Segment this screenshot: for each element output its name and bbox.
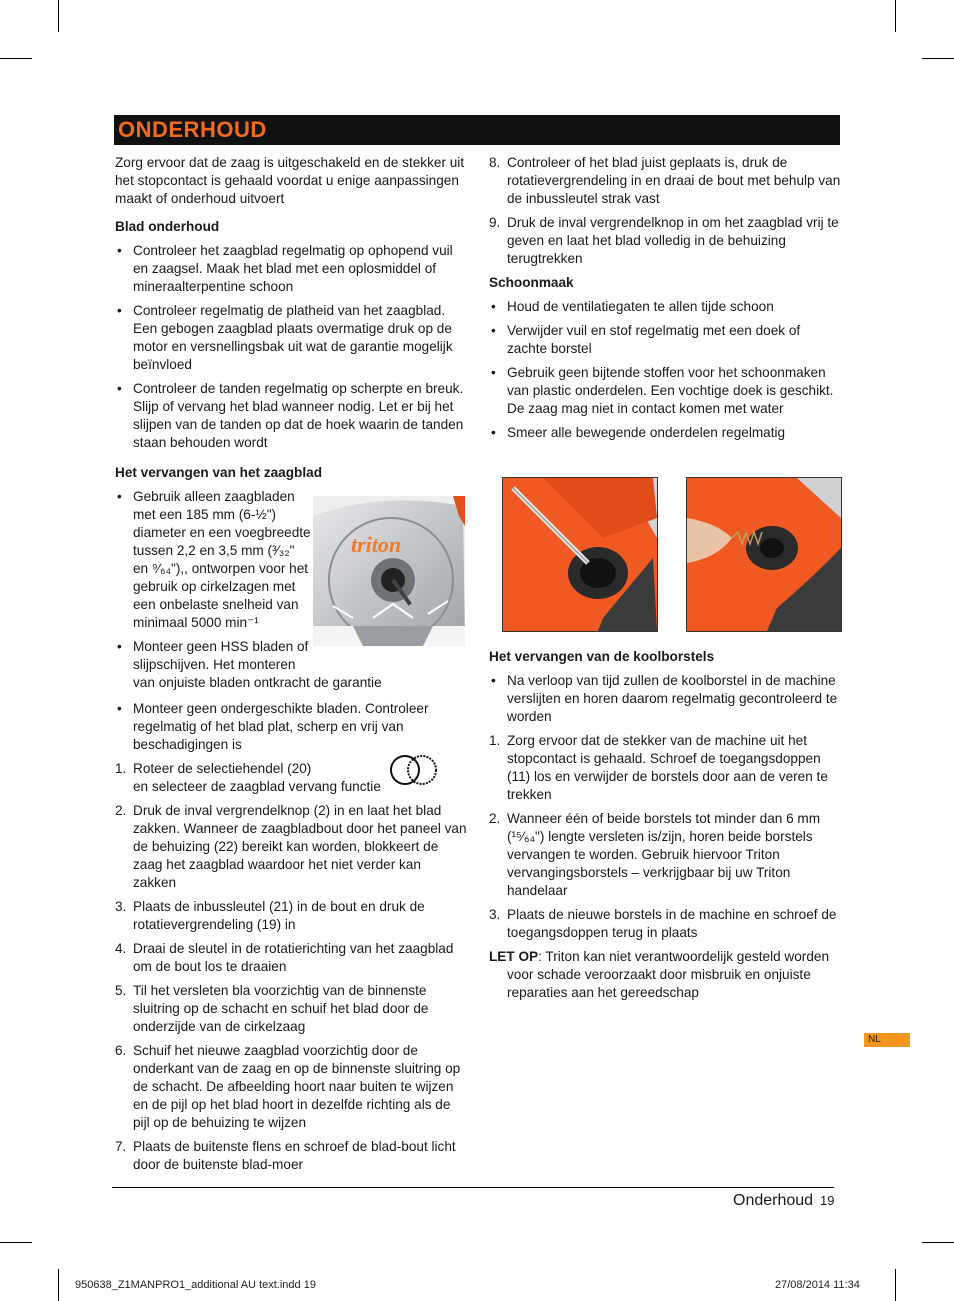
section-header-bar (114, 115, 840, 145)
blade-maint-heading: Blad onderhoud (115, 219, 220, 234)
list-item: • Gebruik geen bijtende stoffen voor het schoonmaken van plastic onderdelen. Een vochtige doek is geschikt. De zaag mag niet in contact komen met water (489, 364, 841, 418)
list-item: • Smeer alle bewegende onderdelen regelmatig (489, 424, 841, 442)
replace-blade-heading: Het vervangen van het zaagblad (115, 465, 322, 480)
step-number: 2. (489, 811, 501, 826)
step-item (489, 154, 841, 208)
step-text: Plaats de inbussleutel (21) in de bout en druk de rotatievergrendeling (19) in (133, 899, 425, 932)
step-number: 8. (489, 155, 501, 170)
list-item: • Na verloop van tijd zullen de koolborstel in de machine verslijten en horen daarom regelmatig gecontroleerd te worden (489, 672, 841, 726)
list-item: • Controleer het zaagblad regelmatig op ophopend vuil en zaagsel. Maak het blad met een oplosmiddel of mineraalterpentine schoon (115, 242, 467, 296)
cleaning-heading: Schoonmaak (489, 275, 574, 290)
step-number: 7. (115, 1139, 127, 1154)
right-column-bottom (489, 648, 841, 1002)
list-item: • Controleer regelmatig de platheid van het zaagblad. Een gebogen zaagblad plaats overmatige druk op de motor en versnellingsbak uit wat de garantie mogelijk beïnvloed (115, 302, 467, 374)
step-item (489, 732, 841, 804)
list-item: • Houd de ventilatiegaten te allen tijde schoon (489, 298, 841, 316)
step-text: Druk de inval vergrendelknop in om het zaagblad vrij te geven en laat het blad volledig in de behuizing terugtrekken (507, 215, 839, 266)
brush-cap-photo (502, 477, 658, 632)
step-item (489, 906, 841, 942)
steps-list (489, 732, 841, 942)
brush-removal-photo (686, 477, 842, 632)
step-text: Plaats de buitenste flens en schroef de blad-bout licht door de buitenste blad-moer (133, 1139, 456, 1172)
step-item (115, 1042, 467, 1132)
saw-blade-photo (313, 496, 465, 646)
step-number: 3. (115, 899, 127, 914)
crop-mark (895, 1269, 896, 1301)
step-number: 6. (115, 1043, 127, 1058)
step-text: Plaats de nieuwe borstels in de machine en schroef de toegangsdoppen terug in plaats (507, 907, 837, 940)
list-item: • Controleer de tanden regelmatig op scherpte en breuk. Slijp of vervang het blad wanneer nodig. Let er bij het slijpen van de tanden op dat de hoek waarin de tanden staan behouden wordt (115, 380, 467, 452)
list-item: • Gebruik alleen zaagbladen met een 185 mm (6-½") diameter en een voegbreedte tussen 2,2 en 3,5 mm (³⁄₃₂" en ⁹⁄₆₄"),, ontworpen voor het gebruik op cirkelzagen met een onbelaste snelheid van minimaal 5000 min⁻¹ (115, 488, 467, 632)
language-tab: NL (864, 1033, 910, 1047)
step-item: 1. Roteer de selectiehendel (20) en selecteer de zaagblad vervang functie (115, 761, 381, 794)
page-title: ONDERHOUD (118, 117, 267, 142)
step-text: Controleer of het blad juist geplaats is, druk de rotatievergrendeling in en draai de bout met behulp van de inbussleutel strak vast (507, 155, 841, 206)
page-number: 19 (820, 1193, 835, 1208)
step-text: Zorg ervoor dat de stekker van de machine uit het stopcontact is gehaald. Schroef de toegangsdoppen (11) los en verwijder de borstels door aan de veren te trekken (507, 733, 828, 802)
step-number: 3. (489, 907, 501, 922)
step-number: 4. (115, 941, 127, 956)
steps-list (489, 154, 841, 268)
crop-mark (0, 58, 32, 59)
cleaning-list (489, 298, 841, 442)
step-number: 9. (489, 215, 501, 230)
step-number: 5. (115, 983, 127, 998)
crop-mark (58, 1269, 59, 1301)
slug-date: 27/08/2014 11:34 (775, 1279, 860, 1291)
steps-list (115, 802, 467, 1174)
list-item: • Monteer geen HSS bladen of slijpschijven. Het monteren van onjuiste bladen ontkracht de garantie (115, 638, 467, 692)
intro-text: Zorg ervoor dat de zaag is uitgeschakeld en de stekker uit het stopcontact is gehaald voordat u enige aanpassingen maakt of onderhoud uitvoert (115, 155, 465, 206)
footer-rule (112, 1187, 834, 1188)
step-text: Schuif het nieuwe zaagblad voorzichtig door de onderkant van de zaag en op de binnenste sluitring op de schacht. De afbeelding hoort naar buiten te wijzen en de pijl op het blad hoort in dezelfde richting als de pijl op de behuizing te wijzen (133, 1043, 461, 1130)
crop-mark (0, 1242, 32, 1243)
list-item: • Monteer geen ondergeschikte bladen. Controleer regelmatig of het blad plat, scherp en vrij van beschadigingen is (115, 700, 467, 754)
brand-logo: triton (351, 532, 402, 557)
step-item (115, 898, 467, 934)
step-item (489, 214, 841, 268)
step-text: Wanneer één of beide borstels tot minder dan 6 mm (¹⁵⁄₆₄") lengte versleten is/zijn, horen beide borstels vervangen te worden. Gebruik hiervoor Triton vervangingsborstels – verkrijgbaar bij uw Triton handelaar (507, 811, 821, 898)
blade-change-function-icon (389, 753, 439, 787)
note (489, 948, 841, 1002)
step-item (115, 1138, 467, 1174)
crop-mark (895, 0, 896, 32)
step-item (115, 940, 467, 976)
right-column-top (489, 154, 841, 442)
crop-mark (58, 0, 59, 32)
note-label: LET OP (489, 949, 539, 964)
step-item (115, 802, 467, 892)
step-text: Druk de inval vergrendelknop (2) in en laat het blad zakken. Wanneer de zaagbladbout door het paneel van de behuizing (22) bereikt kan worden, blokkeert de zaag het zaagblad waardoor het niet verder kan zakken (133, 803, 467, 890)
step-item (115, 982, 467, 1036)
step-text: Til het versleten bla voorzichtig van de binnenste sluitring op de schacht en schuif het blad door de onderzijde van de cirkelzaag (133, 983, 429, 1034)
slug-file: 950638_Z1MANPRO1_additional AU text.indd 19 (75, 1279, 316, 1291)
crop-mark (922, 58, 954, 59)
screwdriver-cap-illustration (503, 478, 657, 631)
saw-blade-illustration (313, 496, 465, 646)
crop-mark (922, 1242, 954, 1243)
step-number: 2. (115, 803, 127, 818)
blade-maint-list (115, 242, 467, 452)
brushes-heading: Het vervangen van de koolborstels (489, 649, 715, 664)
footer-section-title: Onderhoud (733, 1192, 814, 1209)
left-column (115, 154, 467, 1174)
step-item (489, 810, 841, 900)
note-text: : Triton kan niet verantwoordelijk gesteld worden voor schade veroorzaakt door misbruik en onjuiste reparaties aan het gereedschap (507, 949, 830, 1000)
step-number: 1. (489, 733, 501, 748)
list-item: • Verwijder vuil en stof regelmatig met een doek of zachte borstel (489, 322, 841, 358)
brush-spring-illustration (687, 478, 841, 631)
step-text: Draai de sleutel in de rotatierichting van het zaagblad om de bout los te draaien (133, 941, 454, 974)
